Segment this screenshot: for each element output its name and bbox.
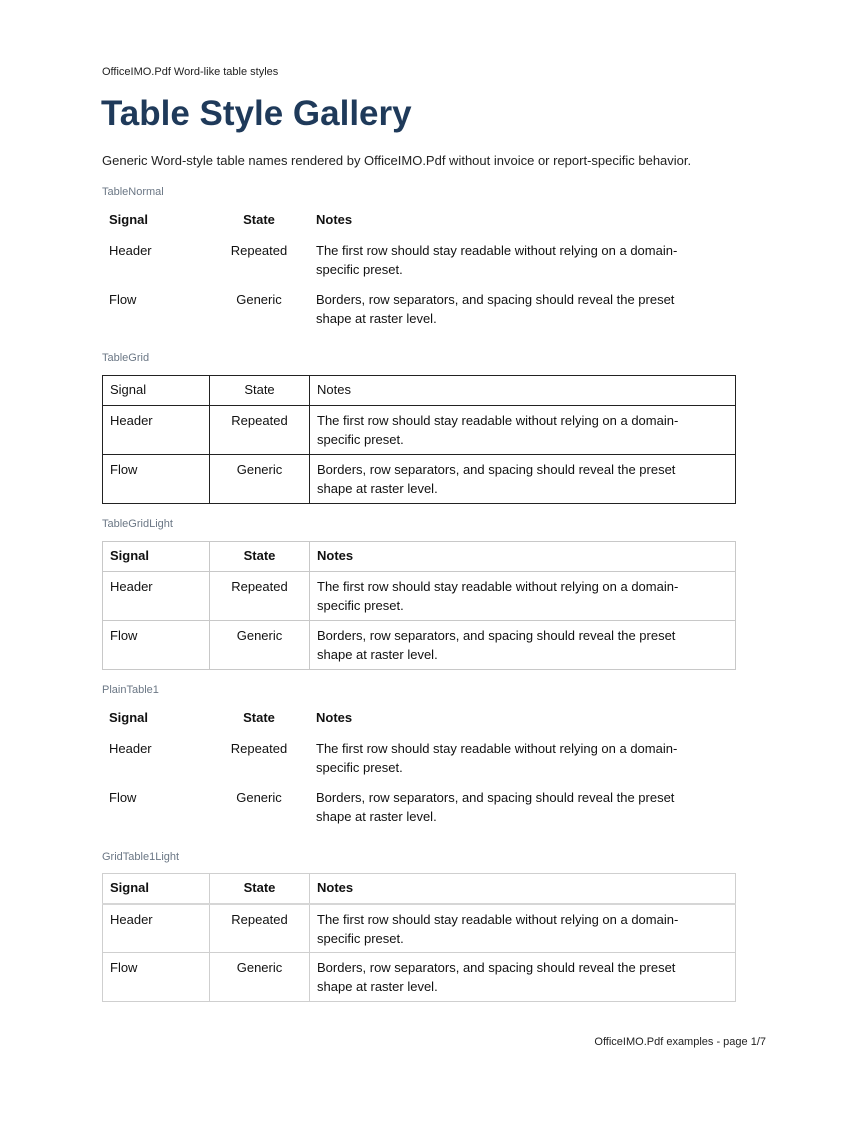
- cell-signal: Flow: [103, 621, 210, 670]
- cell-signal: Flow: [103, 455, 210, 504]
- cell-signal: Header: [109, 741, 152, 756]
- cell-state: Repeated: [210, 406, 310, 455]
- style-label-table-grid-light: TableGridLight: [102, 518, 173, 530]
- cell-notes: The first row should stay readable without relying on a domain-specific preset.: [310, 572, 736, 621]
- style-label-plain-table-1: PlainTable1: [102, 684, 159, 696]
- header-note: OfficeIMO.Pdf Word-like table styles: [102, 66, 279, 78]
- grid-table-1-light: [102, 873, 736, 1002]
- table-normal: [102, 206, 735, 334]
- table-row: [103, 572, 736, 621]
- table-row: [102, 734, 735, 783]
- cell-notes: Borders, row separators, and spacing should reveal the preset shape at raster level.: [316, 292, 675, 326]
- cell-state: Generic: [236, 292, 282, 307]
- style-label-table-normal: TableNormal: [102, 186, 164, 198]
- column-header-notes: Notes: [310, 874, 736, 904]
- table-row: [103, 904, 736, 953]
- cell-notes: Borders, row separators, and spacing should reveal the preset shape at raster level.: [310, 455, 736, 504]
- cell-notes: Borders, row separators, and spacing should reveal the preset shape at raster level.: [316, 790, 675, 824]
- table-grid: [102, 375, 736, 504]
- cell-notes: The first row should stay readable without relying on a domain-specific preset.: [316, 243, 678, 277]
- plain-table-1: [102, 704, 735, 832]
- table-header-row: [103, 874, 736, 904]
- column-header-state: State: [243, 212, 275, 227]
- column-header-state: State: [210, 376, 310, 406]
- cell-state: Repeated: [230, 741, 288, 756]
- column-header-state: State: [210, 874, 310, 904]
- column-header-signal: Signal: [103, 874, 210, 904]
- column-header-signal: Signal: [103, 376, 210, 406]
- cell-signal: Header: [103, 406, 210, 455]
- column-header-signal: Signal: [109, 212, 149, 227]
- column-header-notes: Notes: [310, 376, 736, 406]
- cell-notes: The first row should stay readable without relying on a domain-specific preset.: [316, 741, 678, 775]
- table-header-row: [103, 542, 736, 572]
- table-row: [103, 455, 736, 504]
- table-row: [103, 621, 736, 670]
- cell-notes: The first row should stay readable without relying on a domain-specific preset.: [310, 406, 736, 455]
- cell-state: Generic: [210, 621, 310, 670]
- table-header-row: [102, 206, 735, 236]
- intro-paragraph: Generic Word-style table names rendered by OfficeIMO.Pdf without invoice or report-specific behavior.: [102, 153, 692, 168]
- cell-signal: Header: [103, 904, 210, 953]
- cell-notes: The first row should stay readable without relying on a domain-specific preset.: [310, 904, 736, 953]
- table-header-row: [102, 704, 735, 734]
- cell-state: Generic: [236, 790, 282, 805]
- column-header-signal: Signal: [109, 710, 149, 725]
- cell-state: Repeated: [210, 572, 310, 621]
- cell-signal: Flow: [109, 790, 137, 805]
- column-header-state: State: [210, 542, 310, 572]
- cell-state: Repeated: [210, 904, 310, 953]
- cell-signal: Header: [109, 243, 152, 258]
- cell-notes: Borders, row separators, and spacing should reveal the preset shape at raster level.: [310, 953, 736, 1002]
- column-header-notes: Notes: [316, 710, 353, 725]
- table-row: [103, 953, 736, 1002]
- cell-signal: Flow: [109, 292, 137, 307]
- table-row: [102, 285, 735, 334]
- cell-signal: Header: [103, 572, 210, 621]
- table-row: [103, 406, 736, 455]
- table-row: [102, 783, 735, 832]
- cell-state: Generic: [210, 953, 310, 1002]
- page-footer: OfficeIMO.Pdf examples - page 1/7: [594, 1036, 766, 1048]
- column-header-signal: Signal: [103, 542, 210, 572]
- column-header-state: State: [243, 710, 275, 725]
- cell-notes: Borders, row separators, and spacing should reveal the preset shape at raster level.: [310, 621, 736, 670]
- page-title: Table Style Gallery: [101, 94, 412, 133]
- cell-signal: Flow: [103, 953, 210, 1002]
- cell-state: Repeated: [230, 243, 288, 258]
- style-label-grid-table-1-light: GridTable1Light: [102, 851, 180, 863]
- column-header-notes: Notes: [316, 212, 353, 227]
- style-label-table-grid: TableGrid: [102, 352, 150, 364]
- table-row: [102, 236, 735, 285]
- column-header-notes: Notes: [310, 542, 736, 572]
- table-grid-light: [102, 541, 736, 670]
- table-header-row: [103, 376, 736, 406]
- cell-state: Generic: [210, 455, 310, 504]
